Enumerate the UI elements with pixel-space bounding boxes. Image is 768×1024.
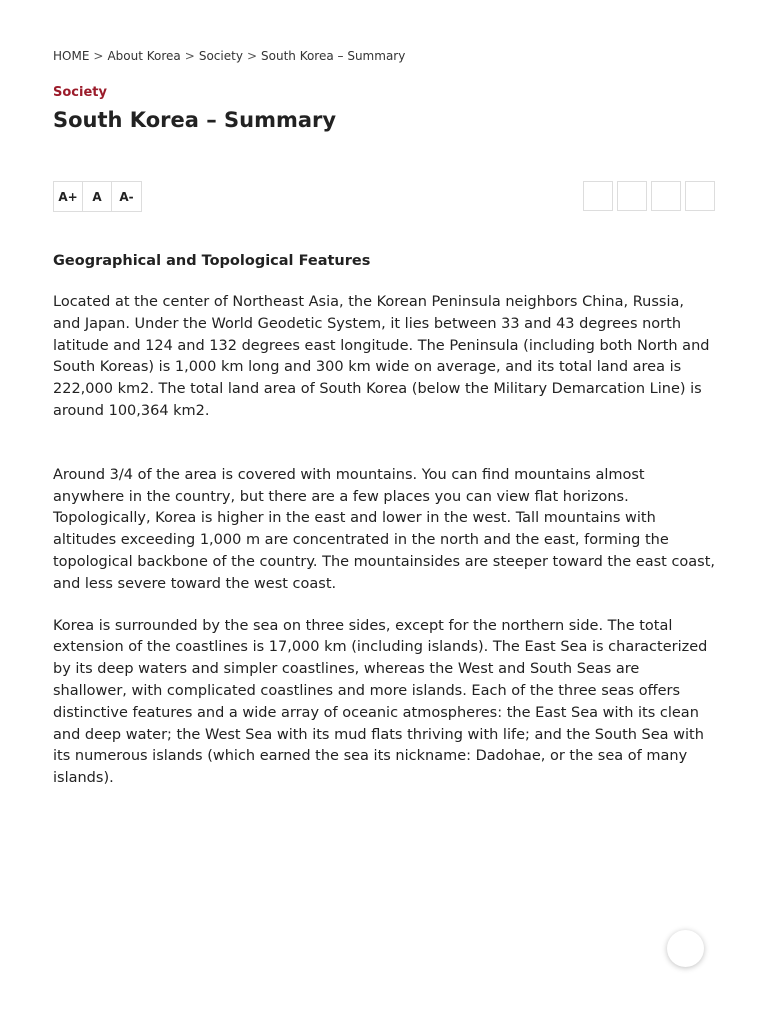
breadcrumb-home[interactable]: HOME (53, 49, 90, 63)
article-paragraph-3: Korea is surrounded by the sea on three sides, except for the northern side. The total extension of the coastlines is 17,000 km (including islands). The East Sea is characterized by its deep waters and simpler coastlines, whereas the West and South Seas are shallower, with complicated coastlines and more islands. Each of the three seas offers distinctive features and a wide array of oceanic atmospheres: the East Sea with its clean and deep water; the West Sea with its mud flats thriving with life; and the South Sea with its numerous islands (which earned the sea its nickname: Dadohae, or the sea of many islands). (53, 617, 708, 787)
category-label: Society (53, 85, 107, 100)
breadcrumb-current-page[interactable]: South Korea – Summary (261, 49, 406, 63)
article-paragraph-2: Around 3/4 of the area is covered with mountains. You can find mountains almost anywhere in the country, but there are a few places you can view flat horizons. Topologically, Korea is higher in the east and lower in the west. Tall mountains with altitudes exceeding 1,000 m are concentrated in the north and the east, forming the topological backbone of the country. The mountainsides are steeper toward the east coast, and less severe toward the west coast. (53, 466, 716, 592)
breadcrumb-separator: > (93, 49, 104, 63)
share-button-4[interactable] (685, 181, 715, 211)
article-paragraph-1: Located at the center of Northeast Asia, the Korean Peninsula neighbors China, Russia, and Japan. Under the World Geodetic System, it lies between 33 and 43 degrees north latitude and 124 and 132 degrees east longitude. The Peninsula (including both North and South Koreas) is 1,000 km long and 300 km wide on average, and its total land area is 222,000 km2. The total land area of South Korea (below the Military Demarcation Line) is around 100,364 km2. (53, 294, 710, 419)
share-buttons (583, 181, 715, 211)
breadcrumb-about-korea[interactable]: About Korea (107, 49, 181, 63)
font-increase-button[interactable]: A+ (54, 182, 83, 211)
breadcrumb-separator: > (184, 49, 195, 63)
article-content (53, 250, 715, 790)
share-button-3[interactable] (651, 181, 681, 211)
font-reset-button[interactable]: A (83, 182, 112, 211)
share-button-2[interactable] (617, 181, 647, 211)
breadcrumb (53, 48, 405, 64)
breadcrumb-society[interactable]: Society (198, 49, 243, 63)
font-size-controls (53, 181, 142, 212)
share-button-1[interactable] (583, 181, 613, 211)
breadcrumb-separator: > (246, 49, 257, 63)
page-title: South Korea – Summary (53, 108, 337, 132)
section-heading: Geographical and Topological Features (53, 253, 371, 269)
scroll-to-top-button[interactable] (667, 930, 704, 967)
font-decrease-button[interactable]: A- (112, 182, 141, 211)
